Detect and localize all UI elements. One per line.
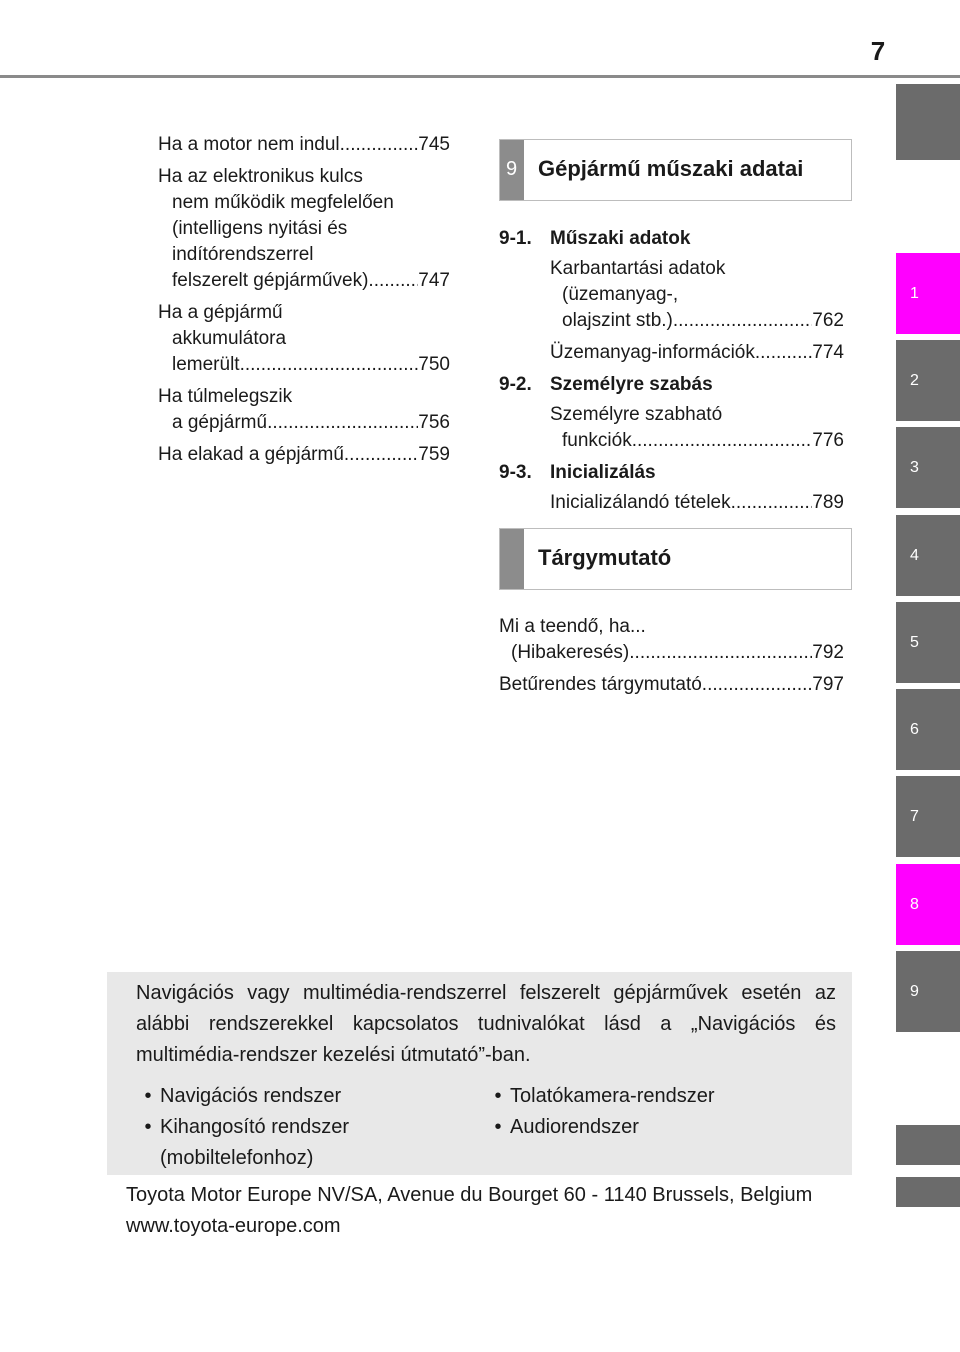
chapter-tab-1[interactable] [896, 253, 960, 334]
toc-entry-text: felszerelt gépjárművek) [172, 270, 369, 291]
subsection-heading[interactable] [499, 460, 844, 486]
notice-box [107, 972, 852, 1175]
index-toc [499, 614, 844, 704]
toc-leader-dots [673, 308, 812, 334]
left-toc [158, 132, 450, 474]
toc-entry-line: akkumulátora [172, 328, 287, 349]
toc-leader-dots [340, 132, 419, 158]
toc-entry-text: lemerült [172, 354, 240, 375]
chapter-tab-2[interactable] [896, 340, 960, 421]
chapter-tab-5[interactable] [896, 602, 960, 683]
toc-page-number: 750 [418, 354, 450, 375]
section-9-toc [499, 226, 844, 522]
bullet-dot: • [494, 1085, 502, 1107]
toc-page-number: 774 [812, 342, 844, 363]
notice-text: Navigációs vagy multimédia-rendszerrel felszerelt gépjárművek esetén az alábbi rendszerekkel kapcsolatos tudnivalókat lásd a „Navigációs és multimédia-rendszer kezelési útmutató”-ban. [136, 982, 836, 1066]
subsection-number: 9-1. [499, 228, 532, 249]
subsection-title: Inicializálás [550, 462, 656, 483]
toc-page-number: 747 [418, 270, 450, 291]
toc-page-number: 756 [418, 412, 450, 433]
toc-entry[interactable] [499, 256, 844, 334]
toc-page-number: 759 [418, 444, 450, 465]
section-9-header[interactable] [499, 139, 852, 201]
chapter-tab-label: 3 [910, 458, 919, 476]
bullet-dot: • [494, 1116, 502, 1138]
bullet-dot: • [144, 1116, 152, 1138]
toc-entry[interactable] [158, 384, 450, 436]
toc-entry-last-line [550, 340, 844, 366]
toc-page-number: 776 [812, 430, 844, 451]
bullet-column-left [136, 1081, 486, 1174]
toc-entry-text: funkciók [562, 430, 632, 451]
blank-tab[interactable] [896, 1177, 960, 1207]
index-entry-text: Betűrendes tárgymutató [499, 674, 702, 695]
bullet-text: Kihangosító rendszer (mobiltelefonhoz) [160, 1116, 350, 1169]
toc-entry[interactable] [158, 442, 450, 468]
chapter-tab-4[interactable] [896, 515, 960, 596]
page-number: 7 [870, 36, 886, 66]
subsection-title: Műszaki adatok [550, 228, 691, 249]
index-header[interactable] [499, 528, 852, 590]
bullet-item [486, 1081, 836, 1112]
toc-entry-line: Ha a gépjármű [158, 302, 283, 323]
toc-entry-last-line [550, 490, 844, 516]
blank-tab[interactable] [896, 84, 960, 160]
blank-tab[interactable] [896, 1125, 960, 1165]
top-rule [0, 75, 960, 78]
toc-entry-line: Személyre szabható [550, 404, 723, 425]
toc-entry-line: Ha túlmelegszik [158, 386, 293, 407]
chapter-tab-7[interactable] [896, 776, 960, 857]
toc-entry[interactable] [158, 164, 450, 294]
toc-entry[interactable] [158, 300, 450, 378]
notice-bullets [136, 1081, 836, 1174]
toc-entry-text: Ha a motor nem indul [158, 134, 340, 155]
bullet-item [136, 1081, 486, 1112]
bullet-item [136, 1112, 486, 1174]
toc-page-number: 745 [418, 134, 450, 155]
bullet-text: Audiorendszer [510, 1116, 639, 1138]
toc-page-number: 789 [812, 492, 844, 513]
chapter-tab-label: 6 [910, 720, 919, 738]
toc-entry-line: (intelligens nyitási és [172, 218, 348, 239]
chapter-tab-label: 8 [910, 895, 919, 913]
toc-entry-last-line [158, 352, 450, 378]
toc-entry[interactable] [499, 340, 844, 366]
toc-entry-text: Ha elakad a gépjármű [158, 444, 344, 465]
subsection-title: Személyre szabás [550, 374, 713, 395]
bullet-item [486, 1112, 836, 1143]
toc-entry-text: a gépjármű [172, 412, 268, 433]
chapter-tab-3[interactable] [896, 427, 960, 508]
toc-entry-line: nem működik megfelelően [172, 192, 394, 213]
toc-entry-line: (üzemanyag-, [562, 284, 679, 305]
index-title: Tárgymutató [538, 545, 672, 570]
toc-entry[interactable] [499, 402, 844, 454]
toc-leader-dots [632, 428, 813, 454]
toc-leader-dots [267, 410, 418, 436]
toc-entry-text: olajszint stb.) [562, 310, 673, 331]
bullet-text: Tolatókamera-rendszer [510, 1085, 715, 1107]
chapter-tab-6[interactable] [896, 689, 960, 770]
index-entry-text: (Hibakeresés) [511, 642, 630, 663]
toc-leader-dots [731, 490, 813, 516]
toc-entry-last-line [550, 308, 844, 334]
section-bar [500, 529, 524, 589]
bullet-column-right [486, 1081, 836, 1174]
subsection-number: 9-2. [499, 374, 532, 395]
index-entry[interactable] [499, 672, 844, 698]
toc-page-number: 792 [812, 642, 844, 663]
toc-leader-dots [755, 340, 812, 366]
toc-entry-text: Inicializálandó tételek [550, 492, 731, 513]
toc-entry-last-line [550, 428, 844, 454]
index-entry-line: Mi a teendő, ha... [499, 616, 646, 637]
index-entry[interactable] [499, 614, 844, 666]
bullet-dot: • [144, 1085, 152, 1107]
subsection-number: 9-3. [499, 462, 532, 483]
chapter-tab-label: 1 [910, 284, 919, 302]
section-number: 9 [506, 158, 518, 180]
chapter-tab-label: 9 [910, 982, 919, 1000]
toc-page-number: 762 [812, 310, 844, 331]
footer-address: Toyota Motor Europe NV/SA, Avenue du Bourget 60 - 1140 Brussels, Belgium www.toyota-europe.com [126, 1184, 813, 1237]
toc-page-number: 797 [812, 674, 844, 695]
toc-leader-dots [702, 672, 813, 698]
chapter-tab-label: 4 [910, 546, 919, 564]
index-entry-last-line [499, 640, 844, 666]
toc-entry-line: Ha az elektronikus kulcs [158, 166, 363, 187]
toc-leader-dots [240, 352, 419, 378]
toc-entry-text: Üzemanyag-információk [550, 342, 755, 363]
chapter-tab-label: 2 [910, 371, 919, 389]
bullet-text: Navigációs rendszer [160, 1085, 342, 1107]
toc-entry-line: indítórendszerrel [172, 244, 314, 265]
toc-entry-line: Karbantartási adatok [550, 258, 726, 279]
toc-entry-last-line [158, 132, 450, 158]
subsection-heading[interactable] [499, 372, 844, 398]
toc-leader-dots [368, 268, 418, 294]
toc-leader-dots [629, 640, 812, 666]
toc-entry[interactable] [499, 490, 844, 516]
section-title: Gépjármű műszaki adatai [538, 156, 804, 181]
chapter-tab-label: 7 [910, 807, 919, 825]
chapter-tab-8[interactable] [896, 864, 960, 945]
subsection-heading[interactable] [499, 226, 844, 252]
chapter-tab-9[interactable] [896, 951, 960, 1032]
toc-entry-last-line [158, 410, 450, 436]
toc-entry-last-line [158, 268, 450, 294]
chapter-tab-label: 5 [910, 633, 919, 651]
toc-entry-last-line [158, 442, 450, 468]
index-entry-last-line [499, 672, 844, 698]
toc-entry[interactable] [158, 132, 450, 158]
toc-leader-dots [344, 442, 418, 468]
